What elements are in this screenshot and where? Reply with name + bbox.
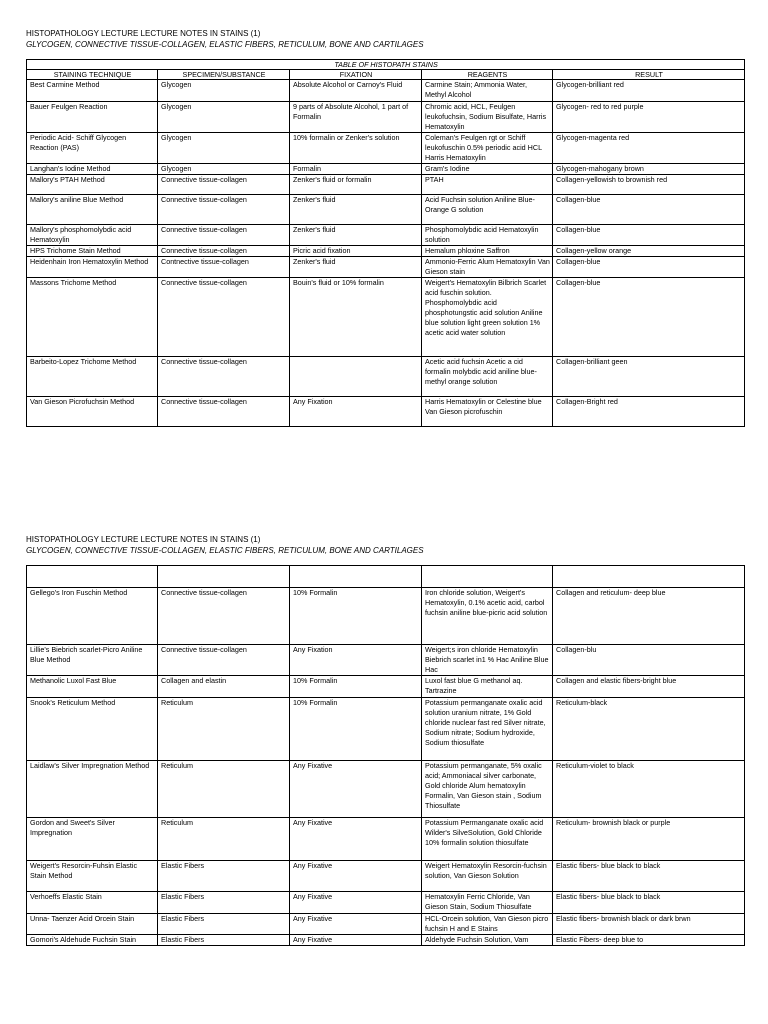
table-caption-row <box>27 60 745 70</box>
cell-reagents: Weigert;s iron chloride Hematoxylin Biebrich scarlet in1 % Hac Aniline Blue Hac <box>422 645 553 676</box>
cell-fixation: Any Fixative <box>290 818 422 861</box>
document-subtitle: GLYCOGEN, CONNECTIVE TISSUE-COLLAGEN, ELASTIC FIBERS, RETICULUM, BONE AND CARTILAGES <box>26 546 424 555</box>
document-page-1 <box>26 28 744 427</box>
stains-table-continued <box>26 565 745 946</box>
column-header: REAGENTS <box>422 70 553 80</box>
column-header: SPECIMEN/SUBSTANCE <box>158 70 290 80</box>
cell-reagents: Weigert's Hematoxylin Bilbrich Scarlet acid fuschin solution. Phosphomolybdic acid phosphotungstic acid solution Aniline blue solution light green solution 1% acetic acid water solution <box>422 278 553 357</box>
cell-reagents: Hemalum phloxine Saffron <box>422 246 553 257</box>
cell-technique: Best Carmine Method <box>27 80 158 102</box>
column-header: RESULT <box>553 70 745 80</box>
cell-reagents: Ammonio-Ferric Alum Hematoxylin Van Gieson stain <box>422 257 553 278</box>
cell-reagents: Potassium permanganate oxalic acid solution uranium nitrate, 1% Gold chloride nuclear fast red Silver nitrate, Sodium nitrate; Sodium hydroxide, Sodium thiosulfate <box>422 698 553 761</box>
cell-technique: Gordon and Sweet's Silver Impregnation <box>27 818 158 861</box>
document-subtitle: GLYCOGEN, CONNECTIVE TISSUE-COLLAGEN, ELASTIC FIBERS, RETICULUM, BONE AND CARTILAGES <box>26 40 424 49</box>
cell-reagents: Aldehyde Fuchsin Solution, Vam <box>422 935 553 946</box>
cell-specimen: Connective tissue-collagen <box>158 278 290 357</box>
stains-table <box>26 59 745 427</box>
cell-fixation: Any Fixation <box>290 645 422 676</box>
cell-specimen: Connective tissue-collagen <box>158 175 290 195</box>
header-block <box>26 28 744 59</box>
cell-result: Collagen-blue <box>553 225 745 246</box>
cell-technique: Periodic Acid- Schiff Glycogen Reaction (PAS) <box>27 133 158 164</box>
cell-result: Elastic fibers- blue black to black <box>553 892 745 914</box>
table-row <box>27 195 745 225</box>
cell-fixation: Bouin's fluid or 10% formalin <box>290 278 422 357</box>
cell-reagents: Hematoxylin Ferric Chloride, Van Gieson Stain, Sodium Thiosulfate <box>422 892 553 914</box>
cell-technique: Massons Trichome Method <box>27 278 158 357</box>
table-row <box>27 397 745 427</box>
cell-technique: HPS Trichome Stain Method <box>27 246 158 257</box>
cell-result: Reticulum- brownish black or purple <box>553 818 745 861</box>
cell-fixation: Any Fixative <box>290 892 422 914</box>
document-title: HISTOPATHOLOGY LECTURE LECTURE NOTES IN STAINS (1) <box>26 29 261 38</box>
cell-fixation: Zenker's fluid <box>290 225 422 246</box>
cell-reagents: Potassium Permanganate oxalic acid Wilder's SilveSolution, Gold Chloride 10% formalin solution thiosulfate <box>422 818 553 861</box>
empty-header-cell <box>422 566 553 588</box>
cell-result: Glycogen-magenta red <box>553 133 745 164</box>
cell-technique: Langhan's Iodine Method <box>27 164 158 175</box>
cell-reagents: Acetic acid fuchsin Acetic a cid formalin molybdic acid aniline blue-methyl orange solution <box>422 357 553 397</box>
table-row <box>27 278 745 357</box>
cell-result: Collagen and elastic fibers-bright blue <box>553 676 745 698</box>
cell-specimen: Glycogen <box>158 164 290 175</box>
cell-fixation: Formalin <box>290 164 422 175</box>
cell-fixation: Picric acid fixation <box>290 246 422 257</box>
cell-reagents: Acid Fuchsin solution Aniline Blue-Orange G solution <box>422 195 553 225</box>
table-row <box>27 102 745 133</box>
table-row <box>27 246 745 257</box>
cell-reagents: Chromic acid, HCL, Feulgen leukofuchsin, Sodium Bisulfate, Harris Hematoxylin <box>422 102 553 133</box>
table-row <box>27 861 745 892</box>
empty-header-cell <box>553 566 745 588</box>
table-row <box>27 588 745 645</box>
cell-fixation: Zenker's fluid or formalin <box>290 175 422 195</box>
cell-specimen: Elastic Fibers <box>158 861 290 892</box>
table-caption: TABLE OF HISTOPATH STAINS <box>27 60 745 70</box>
table-row <box>27 257 745 278</box>
cell-fixation <box>290 357 422 397</box>
cell-technique: Gellego's Iron Fuschin Method <box>27 588 158 645</box>
cell-technique: Gomori's Aldehude Fuchsin Stain <box>27 935 158 946</box>
cell-reagents: Weigert Hematoxylin Resorcin-fuchsin solution, Van Gieson Solution <box>422 861 553 892</box>
document-title: HISTOPATHOLOGY LECTURE LECTURE NOTES IN STAINS (1) <box>26 535 261 544</box>
cell-reagents: Potassium permanganate, 5% oxalic acid; Ammoniacal silver carbonate, Gold chloride Alum hematoxylin Formalin, Van Gieson stain , Sodium Thiosulfate <box>422 761 553 818</box>
cell-specimen: Reticulum <box>158 761 290 818</box>
cell-specimen: Connective tissue-collagen <box>158 588 290 645</box>
cell-fixation: Any Fixative <box>290 861 422 892</box>
cell-specimen: Connective tissue-collagen <box>158 195 290 225</box>
cell-technique: Lillie's Biebrich scarlet-Picro Aniline Blue Method <box>27 645 158 676</box>
table-row <box>27 914 745 935</box>
cell-technique: Barbeito-Lopez Trichome Method <box>27 357 158 397</box>
cell-technique: Van Gieson Picrofuchsin Method <box>27 397 158 427</box>
cell-specimen: Connective tissue-collagen <box>158 645 290 676</box>
table-row <box>27 225 745 246</box>
cell-specimen: Glycogen <box>158 80 290 102</box>
cell-specimen: Connective tissue-collagen <box>158 397 290 427</box>
cell-result: Collagen-brilliant geen <box>553 357 745 397</box>
cell-specimen: Connective tissue-collagen <box>158 357 290 397</box>
cell-result: Glycogen-brilliant red <box>553 80 745 102</box>
cell-reagents: HCL-Orcein solution, Van Gieson picro fuchsin H and E Stains <box>422 914 553 935</box>
empty-header-cell <box>158 566 290 588</box>
cell-result: Collagen and reticulum- deep blue <box>553 588 745 645</box>
cell-technique: Weigert's Resorcin-Fuhsin Elastic Stain Method <box>27 861 158 892</box>
cell-technique: Verhoeffs Elastic Stain <box>27 892 158 914</box>
table-row <box>27 698 745 761</box>
table-row <box>27 164 745 175</box>
cell-result: Collagen-blu <box>553 645 745 676</box>
cell-reagents: Coleman's Feulgen rgt or Schiff leukofuschin 0.5% periodic acid HCL Harris Hematoxylin <box>422 133 553 164</box>
cell-fixation: Absolute Alcohol or Carnoy's Fluid <box>290 80 422 102</box>
cell-result: Glycogen-mahogany brown <box>553 164 745 175</box>
cell-result: Reticulum-violet to black <box>553 761 745 818</box>
cell-specimen: Reticulum <box>158 818 290 861</box>
cell-technique: Mallory's phosphomolybdic acid Hematoxylin <box>27 225 158 246</box>
cell-result: Collagen-yellowish to brownish red <box>553 175 745 195</box>
cell-result: Elastic fibers- brownish black or dark brwn <box>553 914 745 935</box>
table-row <box>27 761 745 818</box>
table-header-row <box>27 70 745 80</box>
table-row <box>27 935 745 946</box>
empty-header-cell <box>27 566 158 588</box>
cell-specimen: Glycogen <box>158 133 290 164</box>
cell-specimen: Connective tissue-collagen <box>158 246 290 257</box>
document-page-2 <box>26 534 744 946</box>
cell-fixation: 10% Formalin <box>290 676 422 698</box>
table-row <box>27 676 745 698</box>
cell-result: Reticulum-black <box>553 698 745 761</box>
cell-technique: Snook's Reticulum Method <box>27 698 158 761</box>
cell-specimen: Elastic Fibers <box>158 914 290 935</box>
table-row <box>27 80 745 102</box>
blank-header-row <box>27 566 745 588</box>
table-row <box>27 818 745 861</box>
column-header: STAINING TECHNIQUE <box>27 70 158 80</box>
cell-technique: Mallory's PTAH Method <box>27 175 158 195</box>
cell-fixation: Zenker's fluid <box>290 195 422 225</box>
cell-fixation: 10% formalin or Zenker's solution <box>290 133 422 164</box>
cell-result: Collagen-yellow orange <box>553 246 745 257</box>
header-block <box>26 534 744 565</box>
cell-technique: Bauer Feulgen Reaction <box>27 102 158 133</box>
cell-result: Collagen-blue <box>553 195 745 225</box>
cell-result: Collagen-blue <box>553 257 745 278</box>
cell-fixation: Any Fixation <box>290 397 422 427</box>
cell-fixation: Zenker's fluid <box>290 257 422 278</box>
cell-result: Elastic Fibers- deep blue to <box>553 935 745 946</box>
cell-fixation: 10% Formalin <box>290 588 422 645</box>
cell-result: Collagen-Bright red <box>553 397 745 427</box>
cell-fixation: Any Fixative <box>290 761 422 818</box>
empty-header-cell <box>290 566 422 588</box>
table-row <box>27 175 745 195</box>
cell-fixation: Any Fixative <box>290 914 422 935</box>
cell-specimen: Elastic Fibers <box>158 935 290 946</box>
cell-reagents: Carmine Stain; Ammonia Water, Methyl Alcohol <box>422 80 553 102</box>
cell-reagents: Phosphomolybdic acid Hematoxylin solution <box>422 225 553 246</box>
cell-specimen: Collagen and elastin <box>158 676 290 698</box>
cell-technique: Laidlaw's Silver Impregnation Method <box>27 761 158 818</box>
cell-fixation: Any Fixative <box>290 935 422 946</box>
cell-reagents: PTAH <box>422 175 553 195</box>
cell-technique: Mallory's aniline Blue Method <box>27 195 158 225</box>
table-row <box>27 645 745 676</box>
cell-fixation: 9 parts of Absolute Alcohol, 1 part of Formalin <box>290 102 422 133</box>
cell-specimen: Connective tissue-collagen <box>158 225 290 246</box>
cell-reagents: Gram's Iodine <box>422 164 553 175</box>
cell-specimen: Reticulum <box>158 698 290 761</box>
cell-result: Glycogen- red to red purple <box>553 102 745 133</box>
cell-technique: Methanolic Luxol Fast Blue <box>27 676 158 698</box>
cell-specimen: Contnective tissue-collagen <box>158 257 290 278</box>
cell-result: Collagen-blue <box>553 278 745 357</box>
cell-technique: Unna- Taenzer Acid Orcein Stain <box>27 914 158 935</box>
table-row <box>27 892 745 914</box>
column-header: FIXATION <box>290 70 422 80</box>
cell-reagents: Iron chloride solution, Weigert's Hematoxylin, 0.1% acetic acid, carbol fuchsin aniline blue-picric acid solution <box>422 588 553 645</box>
cell-reagents: Harris Hematoxylin or Celestine blue Van Gieson picrofuschin <box>422 397 553 427</box>
cell-technique: Heidenhain Iron Hematoxylin Method <box>27 257 158 278</box>
table-row <box>27 357 745 397</box>
cell-reagents: Luxol fast blue G methanol aq. Tartrazine <box>422 676 553 698</box>
cell-result: Elastic fibers- blue black to black <box>553 861 745 892</box>
cell-fixation: 10% Formalin <box>290 698 422 761</box>
table-row <box>27 133 745 164</box>
cell-specimen: Elastic Fibers <box>158 892 290 914</box>
cell-specimen: Glycogen <box>158 102 290 133</box>
